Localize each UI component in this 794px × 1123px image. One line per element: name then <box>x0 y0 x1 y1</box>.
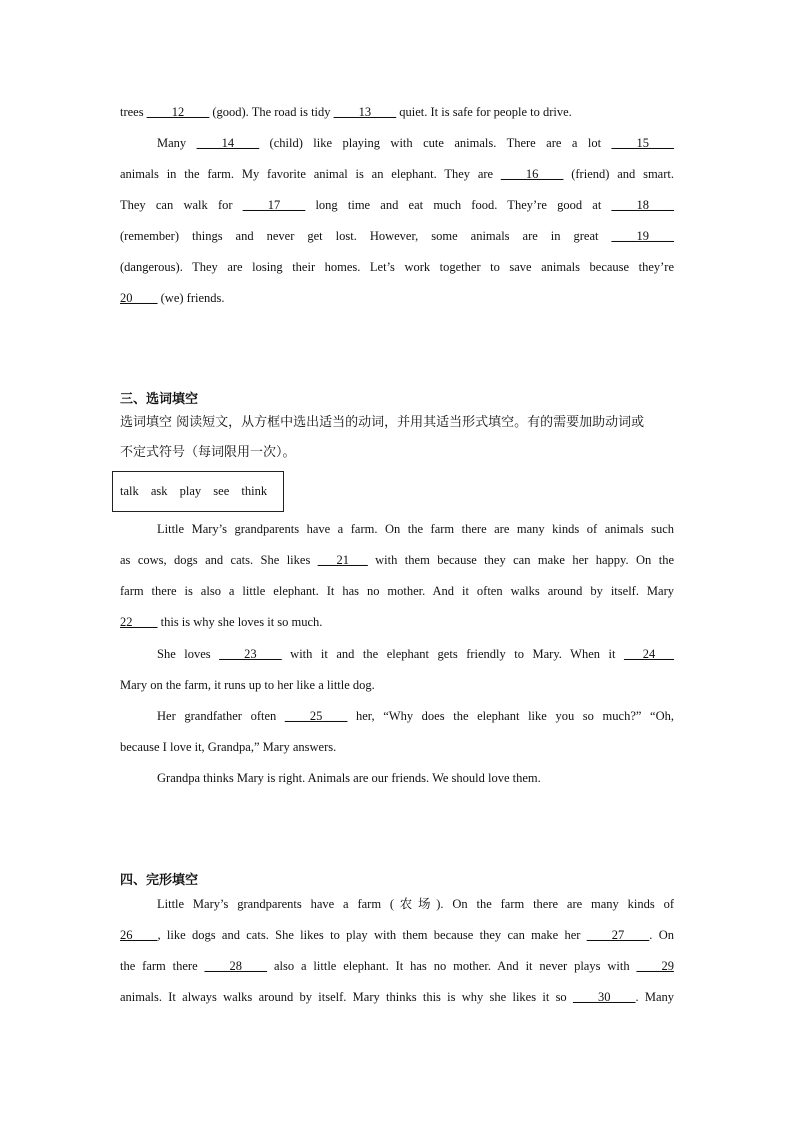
text: the farm there <box>120 959 205 973</box>
blank-28[interactable]: ____28____ <box>204 959 268 973</box>
text: quiet. It is safe for people to drive. <box>396 105 572 119</box>
text: (child) like playing with cute animals. There are a lot <box>259 136 612 150</box>
instruction-text: 选词填空 阅读短文，从方框中选出适当的动词，并用其适当形式填空。有的需要加助动词或 <box>120 415 645 430</box>
blank-14[interactable]: ____14____ <box>196 136 260 150</box>
text: Little Mary’s grandparents have a farm (农场). On the farm there are many kinds of <box>157 897 674 911</box>
text: (friend) and smart. <box>563 167 674 181</box>
blank-23[interactable]: ____23____ <box>219 647 282 661</box>
paragraph-line <box>120 104 674 120</box>
text: , like dogs and cats. She likes to play with them because they can make her <box>157 928 587 942</box>
paragraph-line <box>157 896 674 912</box>
blank-18[interactable]: ____18____ <box>611 198 675 212</box>
blank-15[interactable]: ____15____ <box>611 136 674 150</box>
text: She loves <box>157 647 220 661</box>
blank-30[interactable]: ____30____ <box>572 990 636 1004</box>
text: . On <box>649 928 674 942</box>
text: Her grandfather often <box>157 709 285 723</box>
text: animals. It always walks around by itself. Mary thinks this is why she likes it so <box>120 990 573 1004</box>
text: (good). The road is tidy <box>209 105 334 119</box>
text: (remember) things and never get lost. However, some animals are in great <box>120 229 612 243</box>
paragraph-line <box>120 614 674 630</box>
text: Mary on the farm, it runs up to her like a little dog. <box>120 678 375 692</box>
paragraph-line <box>120 739 674 755</box>
text: with it and the elephant gets friendly to Mary. When it <box>281 647 624 661</box>
paragraph-line <box>157 135 674 151</box>
text: trees <box>120 105 147 119</box>
instruction-text: 不定式符号（每词限用一次）。 <box>120 445 296 460</box>
paragraph-line <box>120 197 674 213</box>
blank-12[interactable]: ____12____ <box>146 105 210 119</box>
paragraph-line <box>157 770 674 786</box>
text: Grandpa thinks Mary is right. Animals are our friends. We should love them. <box>157 771 541 785</box>
text: (dangerous). They are losing their homes. Let’s work together to save animals because they’re <box>120 260 674 274</box>
text: also a little elephant. It has no mother. And it never plays with <box>267 959 637 973</box>
blank-24[interactable]: ___24___ <box>624 647 674 661</box>
paragraph-line <box>120 259 674 275</box>
blank-26[interactable]: 26____ <box>120 928 158 942</box>
text: because I love it, Grandpa,” Mary answers. <box>120 740 337 754</box>
paragraph-line <box>157 646 674 662</box>
text: with them because they can make her happy. On the <box>367 553 674 567</box>
blank-27[interactable]: ____27____ <box>586 928 650 942</box>
text: as cows, dogs and cats. She likes <box>120 553 318 567</box>
text: this is why she loves it so much. <box>157 615 323 629</box>
blank-25[interactable]: ____25____ <box>284 709 348 723</box>
blank-16[interactable]: ____16____ <box>500 167 564 181</box>
text: They can walk for <box>120 198 243 212</box>
blank-13[interactable]: ____13____ <box>333 105 397 119</box>
text: . Many <box>635 990 675 1004</box>
section-heading: 三、选词填空 <box>120 392 199 407</box>
blank-19[interactable]: ____19____ <box>611 229 674 243</box>
paragraph-line <box>120 927 674 943</box>
paragraph-line <box>157 708 674 724</box>
paragraph-line <box>157 521 674 537</box>
blank-22[interactable]: 22____ <box>120 615 158 629</box>
paragraph-line <box>120 958 674 974</box>
text: farm there is also a little elephant. It has no mother. And it often walks around by itself. Mary <box>120 584 674 598</box>
blank-20[interactable]: 20____ <box>120 291 158 305</box>
section-heading: 四、完形填空 <box>120 873 199 888</box>
blank-29[interactable]: ____29 <box>636 959 674 973</box>
blank-17[interactable]: ____17____ <box>242 198 306 212</box>
text: Many <box>157 136 197 150</box>
word-box: talk ask play see think <box>112 471 284 512</box>
paragraph-line <box>120 290 674 306</box>
paragraph-line <box>120 166 674 182</box>
text: long time and eat much food. They’re good at <box>305 198 612 212</box>
paragraph-line <box>120 552 674 568</box>
text: Little Mary’s grandparents have a farm. On the farm there are many kinds of animals such <box>157 522 674 536</box>
paragraph-line <box>120 228 674 244</box>
text: (we) friends. <box>157 291 225 305</box>
paragraph-line <box>120 989 674 1005</box>
text: her, “Why does the elephant like you so much?” “Oh, <box>347 709 674 723</box>
blank-21[interactable]: ___21___ <box>317 553 368 567</box>
paragraph-line <box>120 583 674 599</box>
text: animals in the farm. My favorite animal is an elephant. They are <box>120 167 501 181</box>
paragraph-line <box>120 677 674 693</box>
